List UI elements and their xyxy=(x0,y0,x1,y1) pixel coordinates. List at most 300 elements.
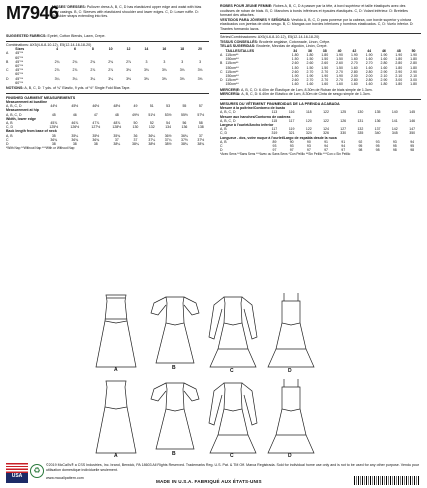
table-cell: 93 xyxy=(272,144,277,149)
description-fr-text: Robes A, B, C, D à passer par la tête, à bord supérieur et taille élastiqués avec des coulisses de ruban de biais. B, C: Manches à bords inférieurs et épaules élastiqués. C, D: Volant inférieur. D: Bretelles formant des attaches. xyxy=(220,4,408,17)
table-cell: 116 xyxy=(288,110,295,115)
table-cell: 35¼ xyxy=(71,133,79,138)
table-cell: 38¼ xyxy=(113,142,121,147)
table-cell: 46 xyxy=(381,48,386,53)
table-cell: 1.60 xyxy=(291,82,299,87)
table-cell: 113 xyxy=(271,110,278,115)
table-cell: 3⅛ xyxy=(197,68,203,73)
table-cell: 2⅞ xyxy=(108,68,114,73)
table-cell: 50 xyxy=(411,48,416,53)
table-row xyxy=(220,82,421,86)
table-cell: 2.70 xyxy=(306,69,314,74)
table-cell: 97 xyxy=(289,148,294,153)
table-cell: 1.80 xyxy=(410,65,417,70)
table-cell: 37 xyxy=(114,137,119,142)
table-cell: 54 xyxy=(166,121,171,126)
table-cell: 51 xyxy=(149,104,154,109)
table-cell: 117 xyxy=(271,127,278,132)
view-label-a-back: A xyxy=(114,453,118,459)
flag-icon xyxy=(6,463,28,473)
table-cell: 60"** xyxy=(15,64,24,68)
table-cell: 127 xyxy=(340,127,347,132)
fabrics-text: Eyelet, Cotton Blends, Lawn, Crepe. xyxy=(47,34,106,38)
table-cell: 10 xyxy=(108,47,113,52)
table-cell: 93 xyxy=(375,139,380,144)
table-cell: 60"** xyxy=(15,72,24,77)
dress-d-front-drawing xyxy=(268,293,314,367)
table-cell: 1.90 xyxy=(336,52,343,57)
table-cell: 319 xyxy=(271,131,278,136)
section-subtitle: Largeur à l'ourlet/Ancho inferior xyxy=(220,123,274,128)
table-cell: 122 xyxy=(323,118,329,123)
table-cell: 1.80 xyxy=(410,57,417,62)
table-cell: 38½ xyxy=(148,142,156,147)
table-cell xyxy=(173,81,191,85)
description-es-text: Vestido A, B, C, D para ponerse por la cabeza, con borde superior y cintura elasticados con jaretas de cinta sesgo. B, C: Mangas con bordes inferiores y hombros elasticados. C, D: Vuelo inferior. D: Tirantes formando lazos. xyxy=(220,17,414,31)
table-cell: 12 xyxy=(126,47,131,52)
table-cell: 38¾ xyxy=(197,142,205,147)
table-cell: 1.80 xyxy=(380,82,388,87)
table-cell: 1.60 xyxy=(336,82,343,87)
table-cell: 92 xyxy=(358,139,363,144)
table-cell: 1.50 xyxy=(321,57,329,62)
table-cell: 40 xyxy=(337,48,342,53)
table-cell: A, B, C, D xyxy=(6,104,22,109)
table-cell: 1.90 xyxy=(365,52,373,57)
style-number: M7946 xyxy=(6,3,59,23)
view-label-a: A xyxy=(114,367,118,373)
table-cell: 56 xyxy=(182,121,187,126)
table-cell: 48 xyxy=(114,112,119,117)
table-cell: 2.60 xyxy=(291,69,299,74)
description-lead: MISSES' DRESSES: xyxy=(52,5,86,9)
table-cell: 8 xyxy=(91,47,94,52)
section-subtitle: Width, lower edge xyxy=(6,116,36,121)
table-cell: 98 xyxy=(375,148,380,153)
table-cell: A, B, C, D xyxy=(220,118,236,123)
table-cell: 98 xyxy=(410,148,415,153)
table-cell: 340 xyxy=(374,131,381,136)
table-cell: 45"** xyxy=(15,68,24,73)
table-cell: 93 xyxy=(392,139,397,144)
table-cell: D xyxy=(220,148,223,153)
description-french xyxy=(220,4,421,18)
table-cell: 60"** xyxy=(15,55,24,60)
table-cell: 1.60 xyxy=(321,82,329,87)
notions-fr-text: A, B, C, D: 6.40m de Élastique de 1cm, 8.30m de Ruban de biais simple de 1.3cm. xyxy=(240,87,373,92)
table-cell: 45"** xyxy=(15,59,24,64)
table-cell: 141 xyxy=(391,118,398,123)
table-cell: 91 xyxy=(341,139,346,144)
copyright-text: ©2019 McCall's® a CSS Industries, Inc. brand, Berwick, PA 18603 All Rights Reserved. Trademarks Reg. U.S. Pat. & TM Off. Marca Registrada. Sold for individual home use only and is not to be used for any other purpose. Vendu pour utilisation domestique individuelle seulement. xyxy=(46,463,420,472)
table-cell: 38¼ xyxy=(132,142,139,147)
table-cell: 44½ xyxy=(50,104,58,109)
table-cell: 97 xyxy=(306,148,311,153)
table-cell: 3⅛ xyxy=(179,68,185,73)
table-cell: 1.50 xyxy=(291,57,299,62)
table-cell: 117 xyxy=(288,118,295,123)
table-cell xyxy=(191,81,209,85)
table-cell: C xyxy=(6,137,9,142)
table-cell: 1.50 xyxy=(336,57,343,62)
table-cell: 2.60 xyxy=(321,61,329,66)
table-cell: 2¾ xyxy=(72,59,78,64)
notions xyxy=(6,86,209,91)
table-cell: 3 xyxy=(199,59,202,64)
table-cell: 2.00 xyxy=(350,74,358,78)
table-cell: 53 xyxy=(166,104,171,109)
table-cell: 115cm** xyxy=(225,78,239,83)
table-cell: 1.80 xyxy=(410,82,417,87)
table-cell: 4 xyxy=(56,47,59,52)
view-label-d: D xyxy=(288,368,292,374)
table-cell: 48⅞ xyxy=(113,121,121,126)
table-cell: 45⅞ xyxy=(50,121,58,126)
table-cell xyxy=(137,81,155,85)
table-cell: 140 xyxy=(391,110,398,115)
table-row xyxy=(6,81,209,85)
table-cell: 1.60 xyxy=(350,57,358,62)
table-cell: 95 xyxy=(358,144,363,149)
table-cell xyxy=(155,81,173,85)
table-cell: 2.80 xyxy=(350,69,358,74)
table-cell: 89 xyxy=(272,139,277,144)
table-cell: 2.70 xyxy=(306,78,314,83)
table-cell: 90 xyxy=(289,139,294,144)
table-cell: 97 xyxy=(324,148,328,153)
table-cell: 118 xyxy=(306,110,312,115)
table-cell: 3 xyxy=(181,59,184,64)
table-cell: 1.90 xyxy=(380,52,388,57)
table-cell: 122 xyxy=(305,127,312,132)
table-cell: C xyxy=(220,69,223,74)
table-cell: 115cm** xyxy=(225,69,239,74)
dress-drawings xyxy=(88,291,332,459)
view-label-b: B xyxy=(172,365,176,371)
nap-footnote: *With Nap **Without Nap ***With or Without Nap xyxy=(6,146,75,151)
description-es-lead: VESTIDOS PARA JÓVENES Y SEÑORAS: xyxy=(220,17,291,22)
table-cell: 345 xyxy=(391,131,398,136)
table-cell: 2.70 xyxy=(321,78,329,83)
measurements-table-fr xyxy=(220,106,421,152)
table-cell: 2.80 xyxy=(410,61,417,66)
table-cell: TAILLES/TALLES xyxy=(225,48,255,53)
table-cell: 150cm** xyxy=(225,82,239,87)
usa-flag-badge xyxy=(6,463,28,483)
table-cell: 1.80 xyxy=(395,57,403,62)
divider xyxy=(220,33,421,34)
header-block xyxy=(6,4,209,34)
table-cell: 37¼ xyxy=(148,137,156,142)
table-cell: 2.80 xyxy=(365,69,373,74)
table-cell: 46⅞ xyxy=(71,121,79,126)
table-cell: 335 xyxy=(357,131,364,136)
table-cell: 2.70 xyxy=(336,78,343,83)
table-cell: 51½ xyxy=(148,112,156,117)
table-cell: 45"** xyxy=(15,76,24,81)
table-cell: 2.10 xyxy=(395,74,403,78)
table-cell: 147 xyxy=(409,127,416,132)
table-cell: 2.90 xyxy=(380,69,388,74)
divider xyxy=(6,41,209,42)
table-cell: 2⅞ xyxy=(90,68,96,73)
table-cell: 38½ xyxy=(164,142,172,147)
table-cell: A xyxy=(6,51,9,56)
table-cell: 3⅜ xyxy=(126,76,131,81)
table-cell: 36¾ xyxy=(92,137,100,142)
table-cell: 2.90 xyxy=(380,78,388,83)
table-cell: 46 xyxy=(72,112,77,117)
table-cell: 3⅛ xyxy=(126,68,131,73)
table-cell: 150cm** xyxy=(225,74,239,78)
table-cell: 1.60 xyxy=(380,57,388,62)
table-cell: 90 xyxy=(306,139,311,144)
table-cell: 324 xyxy=(305,131,312,136)
combinations: Combinations: AX5(4-6-8-10-12), E5(12-14-16-18-20) xyxy=(6,42,92,47)
suggested-fabrics xyxy=(6,34,209,39)
table-cell: 350 xyxy=(409,131,416,136)
table-cell: 3⅛ xyxy=(143,68,149,73)
table-cell xyxy=(6,81,15,85)
recycle-icon: ♻ xyxy=(30,464,44,478)
table-cell: 150cm** xyxy=(225,65,239,70)
table-cell: 97 xyxy=(272,148,277,153)
view-label-c-back: C xyxy=(230,453,234,459)
table-cell: 37 xyxy=(133,137,138,142)
notions-label: NOTIONS: xyxy=(6,86,24,91)
table-cell: 45½ xyxy=(71,104,79,109)
table-cell: 34 xyxy=(293,48,298,53)
dress-a-back-drawing xyxy=(96,381,136,453)
table-cell: 37 xyxy=(198,133,203,138)
table-cell: 126½ xyxy=(70,125,80,130)
table-cell: 93 xyxy=(289,144,294,149)
table-cell: 6 xyxy=(73,47,76,52)
table-cell: 38 xyxy=(322,48,327,53)
table-cell: 1.90 xyxy=(336,74,343,78)
table-cell: 3.00 xyxy=(395,78,403,83)
table-cell: 38¾ xyxy=(181,142,188,147)
table-cell: 136 xyxy=(374,118,381,123)
notions-fr-label: MERCERIE: xyxy=(220,87,241,92)
table-cell: 94 xyxy=(341,144,346,149)
table-cell: 2.80 xyxy=(350,78,358,83)
table-cell: B xyxy=(220,61,223,66)
table-cell: 60"** xyxy=(15,80,24,85)
table-cell: 119 xyxy=(288,127,295,132)
table-cell: 1.60 xyxy=(350,65,358,70)
table-cell: 38 xyxy=(93,142,98,147)
table-cell: 18 xyxy=(180,47,185,52)
table-cell: 125½ xyxy=(49,125,59,130)
table-cell: 321 xyxy=(288,131,295,136)
table-cell: 1.80 xyxy=(306,52,314,57)
table-cell: 16 xyxy=(162,47,167,52)
table-cell: 36¾ xyxy=(181,133,188,138)
table-cell: C, D xyxy=(6,125,13,130)
table-cell: 94 xyxy=(324,144,328,149)
table-cell xyxy=(102,81,120,85)
fabrics-fr-text: Broderie anglaise, Cotonnade, Linon, Crêpe. xyxy=(259,39,331,44)
section-subtitle: Measurement at hip xyxy=(6,108,39,113)
table-cell: 1.60 xyxy=(365,65,373,70)
table-cell: 97 xyxy=(341,148,346,153)
table-cell: 1.90 xyxy=(306,74,314,78)
table-cell: 2⅞ xyxy=(126,59,131,64)
table-cell: C xyxy=(220,144,223,149)
dress-c-back-drawing xyxy=(209,383,257,453)
table-cell: 1.80 xyxy=(395,65,403,70)
table-cell: 36¾ xyxy=(71,137,79,142)
table-cell: 150cm** xyxy=(225,57,239,62)
table-cell: 1.60 xyxy=(350,82,358,87)
table-cell: 3¼ xyxy=(108,76,114,81)
table-cell: 2.70 xyxy=(365,61,373,66)
table-cell: 36 xyxy=(133,133,138,138)
english-column xyxy=(6,4,209,151)
table-cell: 2¾ xyxy=(54,59,60,64)
description-fr-lead: ROBES POUR JEUNE FEMME: xyxy=(220,4,273,8)
website-link[interactable]: www.mccallpattern.com xyxy=(46,476,84,480)
table-cell: 91 xyxy=(324,139,328,144)
table-cell: 1.50 xyxy=(306,57,314,62)
table-cell: 1.60 xyxy=(380,65,388,70)
notions-es-label: MERCERÍA: xyxy=(220,92,241,97)
measurements-table-en xyxy=(6,100,209,146)
table-cell: C xyxy=(6,68,9,73)
table-cell: 132 xyxy=(148,125,155,130)
notions-es-text: A, B, C, D: 6.40m de Elástico de 1cm, 8.30m de Cinta de sesgo simple de 1.3cm. xyxy=(241,92,371,97)
table-cell: 126 xyxy=(340,118,347,123)
table-cell: 120 xyxy=(305,118,312,123)
table-cell: 125 xyxy=(340,110,347,115)
table-cell: 57½ xyxy=(197,112,205,117)
table-cell: Sizes xyxy=(15,47,25,52)
table-cell: 3 xyxy=(145,59,148,64)
table-cell: 1.90 xyxy=(350,52,358,57)
table-cell: 2.10 xyxy=(410,74,417,78)
table-cell xyxy=(48,81,66,85)
table-cell: 330 xyxy=(340,131,347,136)
table-cell: 37¼ xyxy=(164,137,172,142)
table-cell: 38 xyxy=(72,142,77,147)
table-cell: 98 xyxy=(358,148,363,153)
table-cell: 2.60 xyxy=(291,61,299,66)
table-cell: 2.80 xyxy=(380,61,388,66)
table-cell: 3⅜ xyxy=(161,76,167,81)
table-cell: 50 xyxy=(133,121,138,126)
table-cell: 35½ xyxy=(92,133,100,138)
fabrics-fr-label: TISSUS CONSEILLÉS: xyxy=(220,39,259,44)
table-cell: 2.00 xyxy=(365,74,373,78)
table-cell: 52 xyxy=(149,121,154,126)
table-cell: 55 xyxy=(182,104,187,109)
table-cell: 142 xyxy=(391,127,398,132)
table-cell: 1.90 xyxy=(321,74,329,78)
table-cell: 2¾ xyxy=(90,59,96,64)
table-cell: 136 xyxy=(181,125,188,130)
table-cell: 49 xyxy=(133,104,138,109)
table-cell: 2.80 xyxy=(365,78,373,83)
table-cell: 36¾ xyxy=(50,137,58,142)
table-cell: 3⅛ xyxy=(161,68,167,73)
description-text: Pullover dress A, B, C, D has elasticized upper edge and waist with bias tape casings. B, C: Sleeves with elasticized shoulder and lower edges. C, D: Lower ruffle. D: Shoulder straps extending into ties. xyxy=(52,5,202,18)
fabrics-label: SUGGESTED FABRICS: xyxy=(6,34,47,38)
yardage-table-fr xyxy=(220,49,421,87)
table-cell: 146 xyxy=(409,118,416,123)
table-cell: 1.60 xyxy=(365,82,373,87)
section-subtitle: Measurement at bustline xyxy=(6,100,48,105)
table-cell: 47 xyxy=(93,112,98,117)
made-in-label: MADE IN U.S.A. FABRIQUÉ AUX ÉTATS-UNIS xyxy=(156,479,262,484)
table-cell: 2.60 xyxy=(336,61,343,66)
table-cell: 1.60 xyxy=(306,82,314,87)
table-cell xyxy=(120,81,138,85)
table-cell: 2¾ xyxy=(108,59,114,64)
table-cell: 137 xyxy=(374,127,381,132)
dress-a-front-drawing xyxy=(96,295,136,367)
fabrics-es-label: TELAS SUGERIDAS: xyxy=(220,44,256,49)
section-subtitle: Longueur - dos, votre nuque à l'ourlet/Largo de espalda desde la nuca xyxy=(220,135,337,140)
table-cell: 122 xyxy=(323,110,329,115)
table-cell: 135 xyxy=(374,110,381,115)
table-cell: 128½ xyxy=(112,125,122,130)
table-cell: 127½ xyxy=(91,125,101,130)
table-cell: 124 xyxy=(323,127,329,132)
table-cell: 95 xyxy=(375,144,380,149)
table-cell: 45 xyxy=(51,112,56,117)
table-cell: 3 xyxy=(163,59,166,64)
table-cell: 95 xyxy=(392,144,397,149)
fabrics-es-text: Broderie, Mezclas de algodón, Linón, Crepé. xyxy=(256,44,328,49)
table-cell: 47⅞ xyxy=(92,121,100,126)
table-cell: 1.50 xyxy=(336,65,343,70)
table-cell: 44 xyxy=(367,48,372,53)
divider xyxy=(220,99,421,100)
measurements-title-fr: MESURES DU VÊTEMENT FINI/MEDIDAS DE LA PRENDA ACABADA xyxy=(220,101,340,106)
table-cell: D xyxy=(6,76,9,81)
footer xyxy=(6,461,421,487)
table-cell: 132 xyxy=(357,127,364,132)
table-cell: D xyxy=(6,142,9,147)
table-cell: 134 xyxy=(165,125,172,130)
table-cell: 2⅞ xyxy=(72,68,78,73)
table-cell: 53½ xyxy=(164,112,172,117)
table-cell: 46½ xyxy=(92,104,100,109)
table-cell: 138 xyxy=(197,125,204,130)
table-cell: 37½ xyxy=(181,137,188,142)
table-cell: 1.50 xyxy=(321,65,329,70)
table-cell: 115cm** xyxy=(225,61,239,66)
table-cell: 37½ xyxy=(197,137,205,142)
table-cell: 1.80 xyxy=(395,82,403,87)
table-cell: 95 xyxy=(410,144,415,149)
table-cell: 131 xyxy=(357,118,364,123)
measurements-title: FINISHED GARMENT MEASUREMENTS xyxy=(6,95,76,100)
table-cell: 115 xyxy=(271,118,278,123)
table-cell: 145 xyxy=(409,110,416,115)
section-subtitle: Mesure aux hanches/Contorno de caderas xyxy=(220,114,291,119)
table-cell: 2.10 xyxy=(380,74,388,78)
table-cell: 1.90 xyxy=(291,74,299,78)
table-cell: A, B xyxy=(220,127,227,132)
table-cell: 48 xyxy=(396,48,401,53)
table-cell: 1.50 xyxy=(291,65,299,70)
table-cell: 3¼ xyxy=(90,76,96,81)
table-cell: 35¾ xyxy=(113,133,121,138)
table-cell: B xyxy=(6,59,9,64)
table-cell: 2⅞ xyxy=(54,68,60,73)
